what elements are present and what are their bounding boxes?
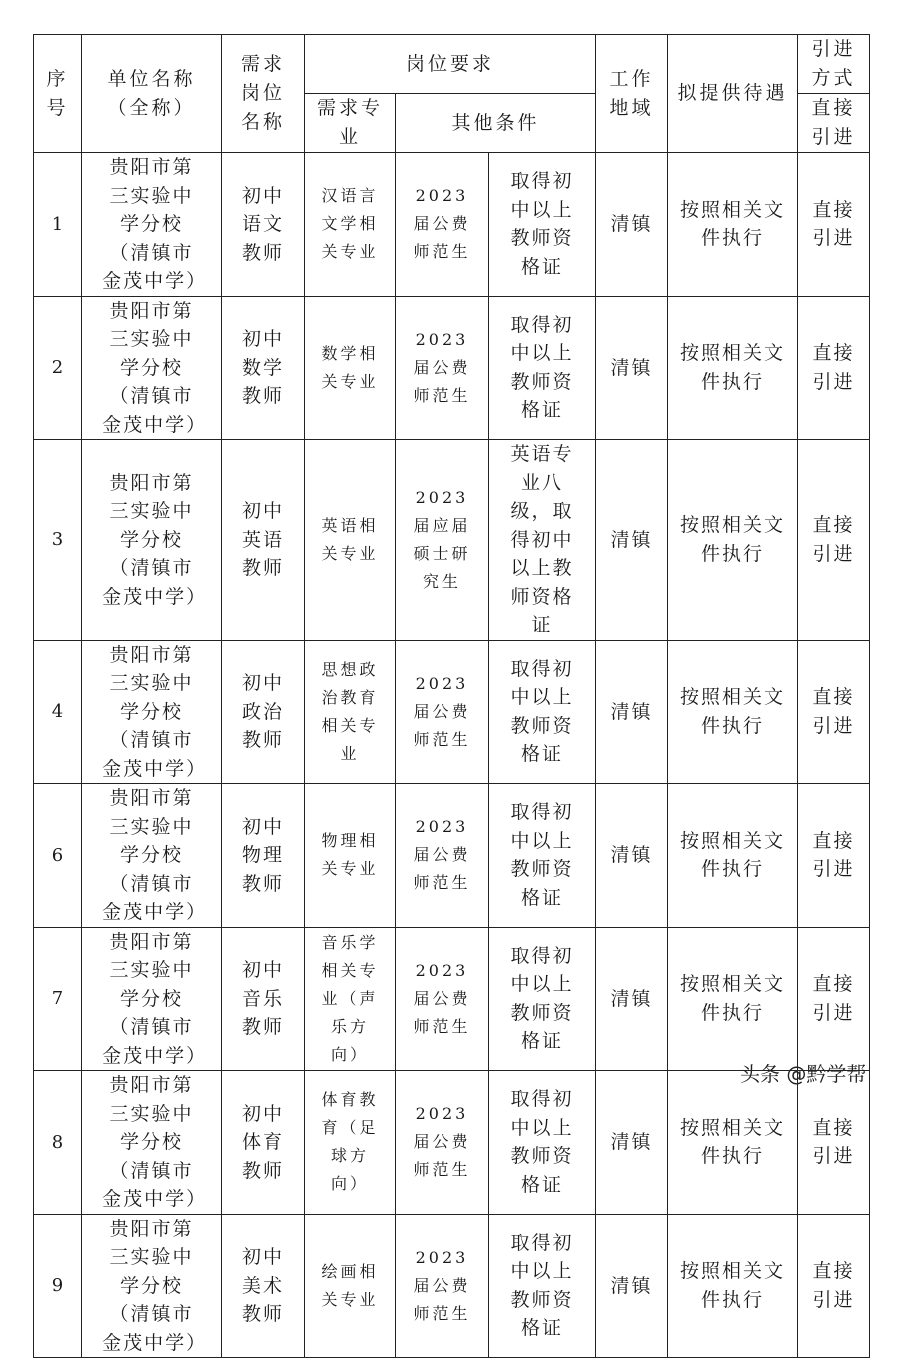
row-major xyxy=(305,784,396,928)
row-index-text: 9 xyxy=(51,1275,64,1297)
row-other-conditions-text: 取得初中以上教师资格证 xyxy=(510,1088,574,1196)
header-method-sub: 直接引进 xyxy=(798,94,870,153)
header-position: 需求岗位名称 xyxy=(222,35,305,153)
row-unit-name-text: 贵阳市第三实验中学分校（清镇市金茂中学） xyxy=(102,471,208,608)
row-method-text: 直接引进 xyxy=(812,1116,855,1168)
recruitment-table xyxy=(33,34,870,1358)
row-graduate-type-text: 2023届公费师范生 xyxy=(413,960,471,1036)
row-position-text: 初中政治教师 xyxy=(241,672,284,751)
row-unit-name xyxy=(82,1071,222,1215)
row-location-text: 清镇 xyxy=(610,844,653,866)
row-major-text: 音乐学相关专业（声乐方向） xyxy=(321,932,379,1064)
row-benefits xyxy=(668,1214,798,1358)
row-position xyxy=(222,784,305,928)
row-index xyxy=(34,296,82,440)
table-row xyxy=(34,1214,870,1358)
row-index-text: 3 xyxy=(51,529,64,551)
row-benefits xyxy=(668,1071,798,1215)
row-other-conditions xyxy=(489,1071,596,1215)
row-major xyxy=(305,927,396,1071)
row-unit-name-text: 贵阳市第三实验中学分校（清镇市金茂中学） xyxy=(102,1217,208,1354)
row-position-text: 初中英语教师 xyxy=(241,500,284,579)
header-other: 其他条件 xyxy=(396,94,596,153)
row-index xyxy=(34,784,82,928)
row-method-text: 直接引进 xyxy=(812,198,855,250)
row-location-text: 清镇 xyxy=(610,987,653,1010)
row-major-text: 绘画相关专业 xyxy=(321,1261,379,1309)
row-other-conditions-text: 取得初中以上教师资格证 xyxy=(510,170,574,278)
row-benefits-text: 按照相关文件执行 xyxy=(679,829,785,881)
row-graduate-type-text: 2023届公费师范生 xyxy=(413,1104,471,1180)
row-position xyxy=(222,440,305,641)
row-index-text: 8 xyxy=(51,1131,64,1153)
row-other-conditions xyxy=(489,640,596,784)
row-benefits xyxy=(668,153,798,297)
row-position xyxy=(222,296,305,440)
row-location xyxy=(596,440,668,641)
row-method xyxy=(798,296,870,440)
row-unit-name xyxy=(82,927,222,1071)
row-graduate-type-text: 2023届公费师范生 xyxy=(413,329,471,405)
header-benefits: 拟提供待遇 xyxy=(668,35,798,153)
row-location-text: 清镇 xyxy=(610,528,653,551)
row-unit-name-text: 贵阳市第三实验中学分校（清镇市金茂中学） xyxy=(102,787,208,923)
row-index-text: 7 xyxy=(51,988,64,1010)
header-method: 引进方式 xyxy=(798,35,870,94)
header-unit: 单位名称（全称） xyxy=(82,35,222,153)
row-other-conditions xyxy=(489,440,596,641)
row-location-text: 清镇 xyxy=(610,700,653,723)
row-benefits-text: 按照相关文件执行 xyxy=(679,686,785,737)
row-unit-name-text: 贵阳市第三实验中学分校（清镇市金茂中学） xyxy=(102,156,208,292)
row-unit-name xyxy=(82,640,222,784)
row-method-text: 直接引进 xyxy=(812,514,855,565)
row-position-text: 初中物理教师 xyxy=(241,815,284,895)
row-unit-name xyxy=(82,153,222,297)
row-location-text: 清镇 xyxy=(610,356,653,379)
row-benefits xyxy=(668,296,798,440)
row-method-text: 直接引进 xyxy=(812,973,855,1024)
row-other-conditions-text: 取得初中以上教师资格证 xyxy=(510,1231,574,1340)
header-index: 序号 xyxy=(34,35,82,153)
row-location-text: 清镇 xyxy=(610,213,653,235)
row-unit-name-text: 贵阳市第三实验中学分校（清镇市金茂中学） xyxy=(102,299,208,436)
row-graduate-type xyxy=(396,640,489,784)
header-requirements: 岗位要求 xyxy=(305,35,596,94)
row-location xyxy=(596,784,668,928)
header-location: 工作地域 xyxy=(596,35,668,153)
row-major xyxy=(305,296,396,440)
row-major xyxy=(305,640,396,784)
row-other-conditions xyxy=(489,784,596,928)
row-graduate-type xyxy=(396,153,489,297)
watermark: 头条 @黔学帮 xyxy=(740,1062,867,1086)
row-major xyxy=(305,440,396,641)
row-method xyxy=(798,153,870,297)
row-major-text: 物理相关专业 xyxy=(321,831,379,879)
row-position-text: 初中体育教师 xyxy=(241,1102,284,1182)
row-other-conditions-text: 取得初中以上教师资格证 xyxy=(510,657,574,766)
row-benefits xyxy=(668,784,798,928)
row-graduate-type xyxy=(396,440,489,641)
row-graduate-type-text: 2023届公费师范生 xyxy=(413,1247,471,1323)
row-benefits-text: 按照相关文件执行 xyxy=(679,1116,785,1168)
header-major: 需求专业 xyxy=(305,94,396,153)
row-major-text: 思想政治教育相关专业 xyxy=(321,659,379,763)
row-location xyxy=(596,640,668,784)
row-other-conditions xyxy=(489,296,596,440)
row-location xyxy=(596,153,668,297)
row-position xyxy=(222,1214,305,1358)
row-major xyxy=(305,153,396,297)
row-major xyxy=(305,1214,396,1358)
row-unit-name xyxy=(82,440,222,641)
row-other-conditions-text: 取得初中以上教师资格证 xyxy=(510,313,574,422)
row-benefits-text: 按照相关文件执行 xyxy=(679,514,785,565)
row-index xyxy=(34,440,82,641)
row-unit-name xyxy=(82,1214,222,1358)
row-other-conditions-text: 取得初中以上教师资格证 xyxy=(510,944,574,1053)
row-other-conditions xyxy=(489,1214,596,1358)
row-method xyxy=(798,784,870,928)
row-graduate-type-text: 2023届公费师范生 xyxy=(413,186,471,262)
table-row xyxy=(34,440,870,641)
row-other-conditions xyxy=(489,153,596,297)
row-position-text: 初中数学教师 xyxy=(241,328,284,407)
row-method xyxy=(798,1214,870,1358)
row-method xyxy=(798,440,870,641)
row-major-text: 英语相关专业 xyxy=(321,515,379,563)
row-benefits xyxy=(668,440,798,641)
row-benefits-text: 按照相关文件执行 xyxy=(679,1260,785,1311)
row-unit-name xyxy=(82,784,222,928)
row-graduate-type-text: 2023届应届硕士研究生 xyxy=(413,487,471,591)
row-unit-name xyxy=(82,296,222,440)
row-position-text: 初中语文教师 xyxy=(241,184,284,264)
row-graduate-type-text: 2023届公费师范生 xyxy=(413,673,471,749)
row-major-text: 汉语言文学相关专业 xyxy=(321,186,379,262)
row-position xyxy=(222,927,305,1071)
row-graduate-type xyxy=(396,296,489,440)
row-position-text: 初中音乐教师 xyxy=(241,959,284,1038)
row-index-text: 6 xyxy=(51,844,64,866)
row-major-text: 体育教育（足球方向） xyxy=(321,1090,379,1194)
row-index xyxy=(34,153,82,297)
table-row xyxy=(34,1071,870,1215)
row-location xyxy=(596,927,668,1071)
row-position xyxy=(222,153,305,297)
table-row xyxy=(34,784,870,928)
row-index-text: 2 xyxy=(51,357,64,379)
row-major xyxy=(305,1071,396,1215)
row-index xyxy=(34,1214,82,1358)
row-method xyxy=(798,640,870,784)
row-method-text: 直接引进 xyxy=(812,342,855,393)
row-graduate-type-text: 2023届公费师范生 xyxy=(413,817,471,893)
row-graduate-type xyxy=(396,1214,489,1358)
row-benefits-text: 按照相关文件执行 xyxy=(679,198,785,250)
row-location xyxy=(596,296,668,440)
row-position-text: 初中美术教师 xyxy=(241,1246,284,1325)
row-graduate-type xyxy=(396,1071,489,1215)
row-location xyxy=(596,1214,668,1358)
row-other-conditions xyxy=(489,927,596,1071)
row-index xyxy=(34,640,82,784)
table-row xyxy=(34,296,870,440)
row-location-text: 清镇 xyxy=(610,1274,653,1297)
row-benefits xyxy=(668,927,798,1071)
row-location-text: 清镇 xyxy=(610,1131,653,1153)
row-other-conditions-text: 取得初中以上教师资格证 xyxy=(510,801,574,909)
row-index xyxy=(34,1071,82,1215)
row-method xyxy=(798,1071,870,1215)
row-graduate-type xyxy=(396,927,489,1071)
row-benefits xyxy=(668,640,798,784)
row-unit-name-text: 贵阳市第三实验中学分校（清镇市金茂中学） xyxy=(102,930,208,1067)
row-method-text: 直接引进 xyxy=(812,686,855,737)
row-unit-name-text: 贵阳市第三实验中学分校（清镇市金茂中学） xyxy=(102,643,208,780)
row-method-text: 直接引进 xyxy=(812,829,855,881)
row-index-text: 1 xyxy=(51,213,64,235)
row-unit-name-text: 贵阳市第三实验中学分校（清镇市金茂中学） xyxy=(102,1074,208,1210)
row-major-text: 数学相关专业 xyxy=(321,343,379,391)
table-row xyxy=(34,927,870,1071)
row-graduate-type xyxy=(396,784,489,928)
row-position xyxy=(222,1071,305,1215)
row-index xyxy=(34,927,82,1071)
row-method xyxy=(798,927,870,1071)
table-row xyxy=(34,153,870,297)
row-method-text: 直接引进 xyxy=(812,1260,855,1311)
table-row xyxy=(34,640,870,784)
row-index-text: 4 xyxy=(51,701,64,723)
row-location xyxy=(596,1071,668,1215)
row-other-conditions-text: 英语专业八级，取得初中以上教师资格证 xyxy=(510,443,574,636)
row-position xyxy=(222,640,305,784)
row-benefits-text: 按照相关文件执行 xyxy=(679,973,785,1024)
row-benefits-text: 按照相关文件执行 xyxy=(679,342,785,393)
